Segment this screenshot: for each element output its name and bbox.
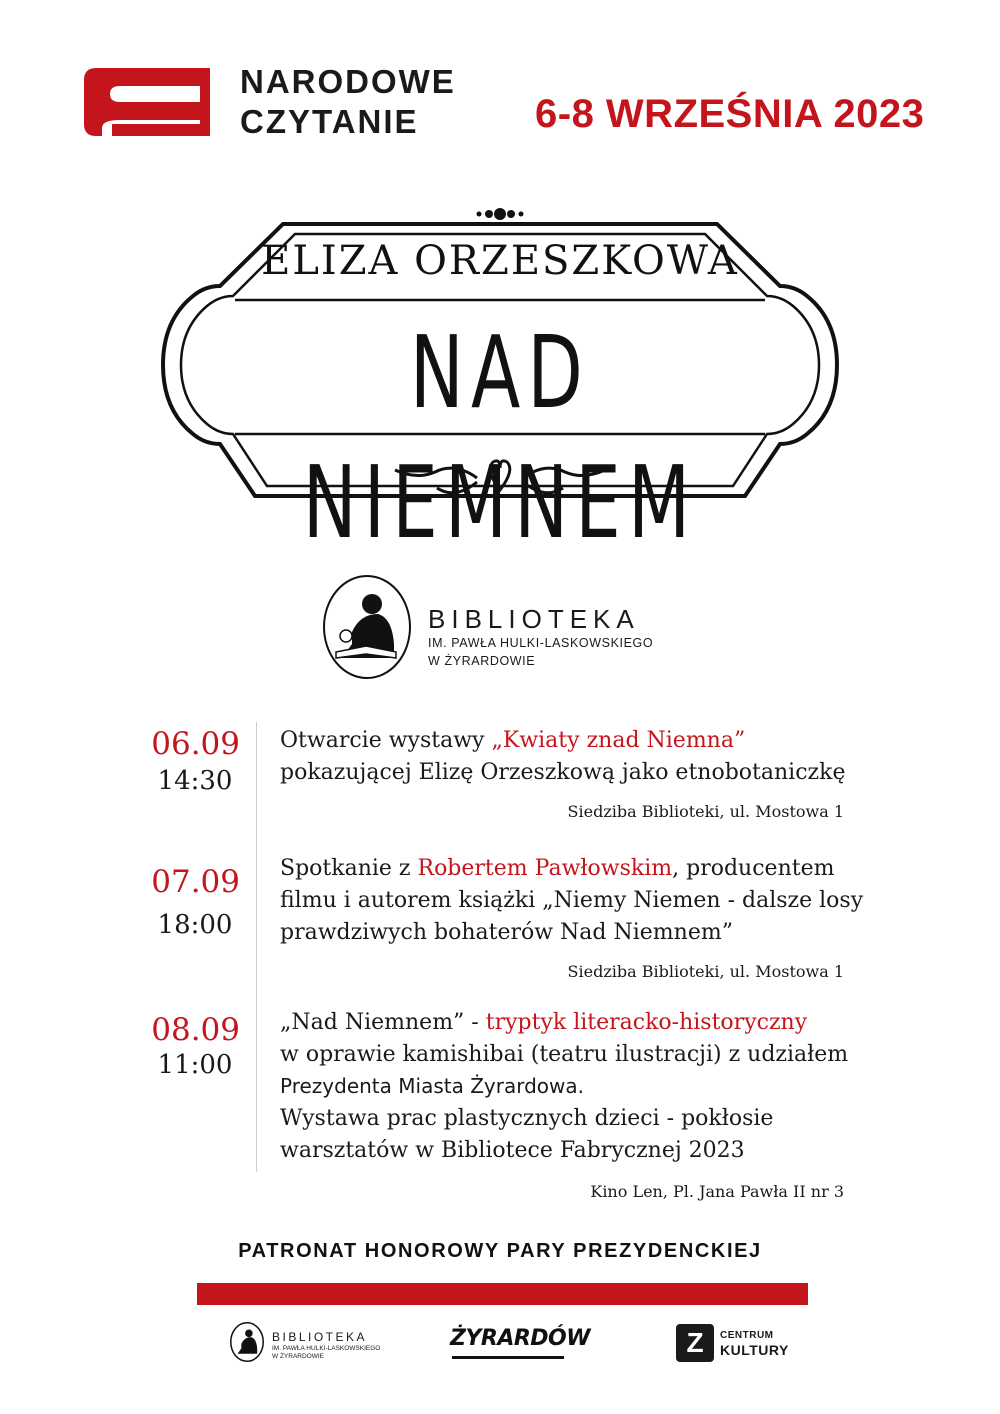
centrum-kultury-logo-icon: Z [686,1327,704,1358]
narodowe-czytanie-book-logo [82,66,218,138]
centrum-kultury-line-1: CENTRUM [720,1330,774,1341]
triptych-title: tryptyk literacko-historyczny [485,1010,808,1035]
event-3-place: Kino Len, Pl. Jana Pawła II nr 3 [590,1182,844,1201]
event-2-line-3: prawdziwych bohaterów Nad Niemnem” [280,920,733,945]
author-name: ELIZA ORZESZKOWA [261,238,739,284]
event-3-line-2: w oprawie kamishibai (teatru ilustracji) z udziałem [280,1042,849,1067]
event-1-day: 06.09 [151,726,240,762]
centrum-kultury-line-2: KULTURY [720,1342,789,1358]
event-2-time: 18:00 [157,910,233,940]
footer-library-city: W ŻYRARDOWIE [272,1353,324,1360]
library-name: BIBLIOTEKA [428,604,640,634]
footer-library-patron: IM. PAWŁA HULKI-LASKOWSKIEGO [272,1345,381,1352]
exhibition-title: „Kwiaty znad Niemna” [491,728,746,753]
event-3-time: 11:00 [157,1050,233,1080]
event-2-place: Siedziba Biblioteki, ul. Mostowa 1 [567,962,844,981]
library-city: W ŻYRARDOWIE [428,654,536,668]
red-divider-bar [197,1283,808,1305]
library-patron: IM. PAWŁA HULKI-LASKOWSKIEGO [428,636,654,650]
event-2-line-2: filmu i autorem książki „Niemy Niemen - dalsze losy [280,888,864,913]
zyrardow-city-logo: ŻYRARDÓW [450,1326,591,1351]
event-3-line-3: Prezydenta Miasta Żyrardowa. [280,1074,584,1098]
event-3-line-5: warsztatów w Bibliotece Fabrycznej 2023 [280,1138,745,1163]
brand-name [240,62,456,142]
event-3-day: 08.09 [151,1012,240,1048]
event-1-line-2: pokazującej Elizę Orzeszkową jako etnobotaniczkę [280,760,846,785]
brand-line-1: NARODOWE [240,63,456,100]
guest-name: Robertem Pawłowskim [417,856,673,881]
event-1-place: Siedziba Biblioteki, ul. Mostowa 1 [567,802,844,821]
event-1-line-1: Otwarcie wystawy „Kwiaty znad Niemna” [280,728,746,753]
schedule-divider [256,722,257,1172]
honorary-patronage: PATRONAT HONOROWY PARY PREZYDENCKIEJ [238,1240,762,1262]
zyrardow-logo-underline [452,1356,564,1359]
footer-library-emblem-icon [230,1322,264,1362]
event-1-time: 14:30 [157,766,233,796]
footer-library-name: BIBLIOTEKA [272,1330,368,1344]
library-reader-emblem-icon [322,574,412,680]
event-3-line-4: Wystawa prac plastycznych dzieci - pokłosie [280,1106,774,1131]
event-2-day: 07.09 [151,864,240,900]
event-3-line-1: „Nad Niemnem” - tryptyk literacko-historyczny [280,1010,808,1035]
book-title: NAD NIEMNEM [302,314,698,561]
brand-line-2: CZYTANIE [240,103,419,140]
event-date: 6-8 WRZEŚNIA 2023 [535,92,925,136]
event-2-line-1: Spotkanie z Robertem Pawłowskim, producentem [280,856,835,881]
